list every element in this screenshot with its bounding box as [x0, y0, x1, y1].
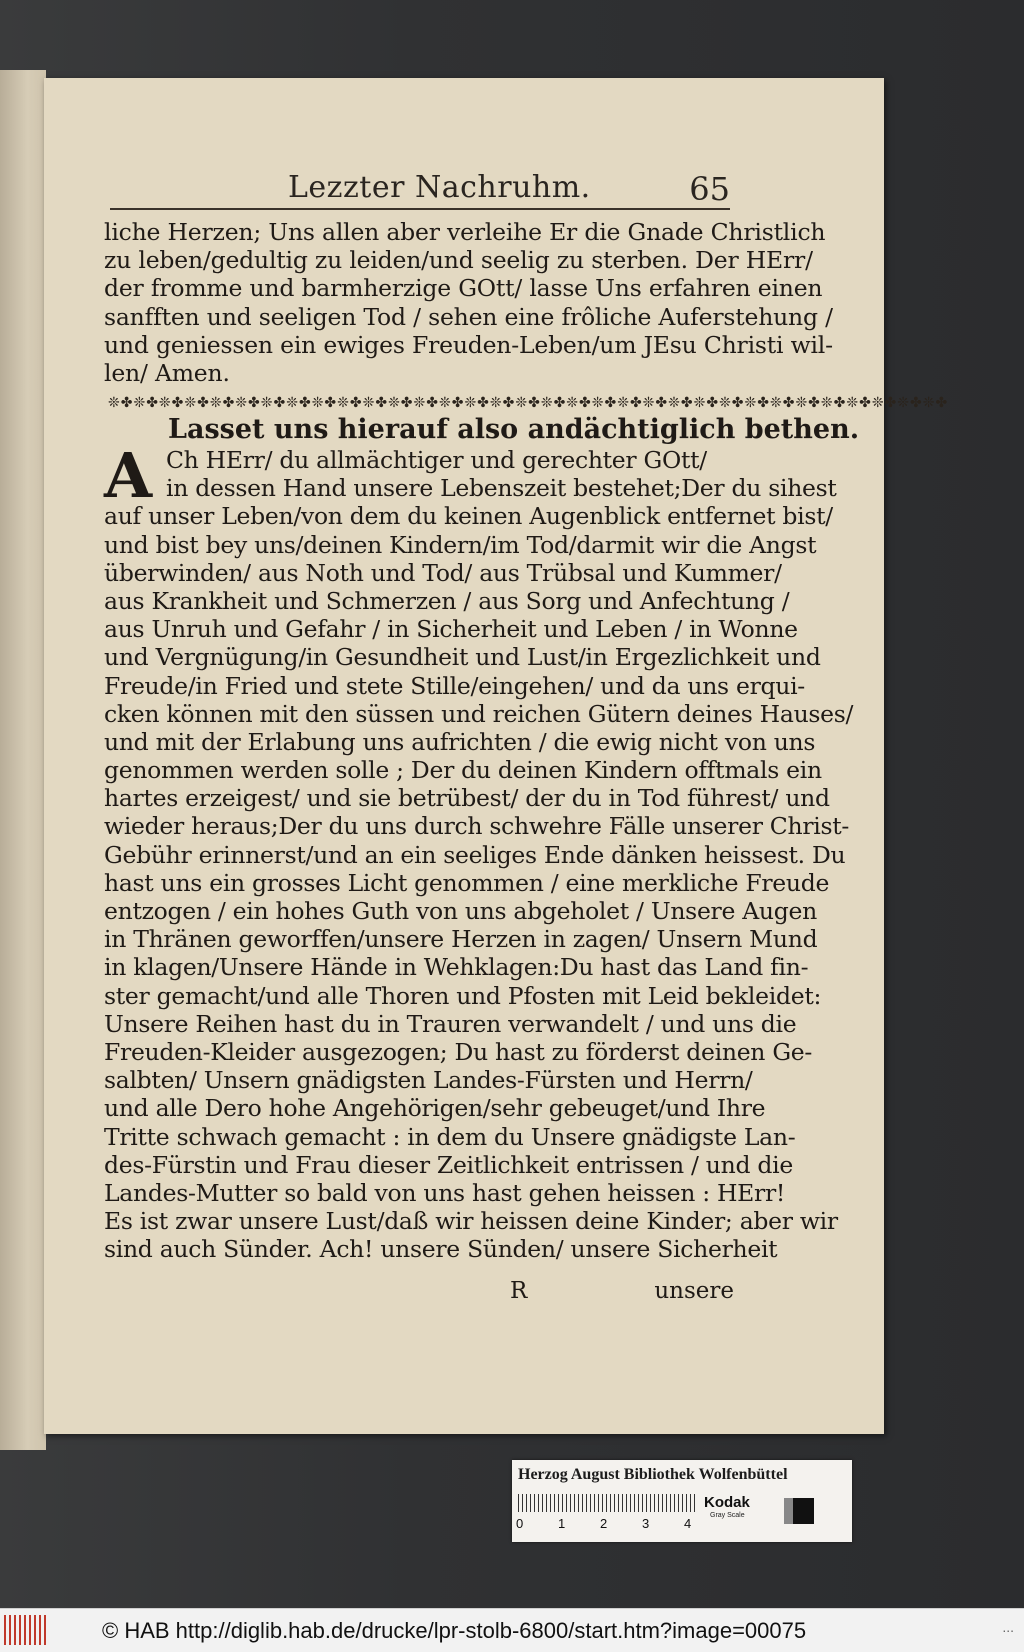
text-line: Freuden-Kleider ausgezogen; Du hast zu förderst deinen Ge- — [104, 1037, 813, 1066]
running-title: Lezzter Nachruhm. — [288, 170, 591, 205]
ruler-number: 2 — [600, 1516, 608, 1531]
text-line: salbten/ Unsern gnädigsten Landes-Fürsten und Herrn/ — [104, 1066, 753, 1095]
prayer-heading: Lasset uns hierauf also andächtiglich bethen. — [168, 414, 860, 445]
library-name: Herzog August Bibliothek Wolfenbüttel — [518, 1466, 788, 1483]
text-line: hast uns ein grosses Licht genommen / eine merkliche Freude — [104, 868, 830, 897]
text-line: auf unser Leben/von dem du keinen Augenblick entfernet bist/ — [104, 502, 833, 531]
kodak-brand: Kodak — [704, 1494, 750, 1511]
drop-cap: A — [104, 439, 153, 512]
text-line: und Vergnügung/in Gesundheit und Lust/in Ergezlichkeit und — [104, 643, 821, 672]
text-line: Freude/in Fried und stete Stille/eingehen/ und da uns erqui- — [104, 671, 805, 700]
text-line: entzogen / ein hohes Guth von uns abgeholet / Unsere Augen — [104, 897, 817, 925]
ruler-number: 3 — [642, 1516, 650, 1531]
text-line: liche Herzen; Uns allen aber verleihe Er die Gnade Christlich — [104, 218, 826, 246]
page-footer-line — [104, 1278, 734, 1308]
library-color-card — [512, 1460, 852, 1542]
text-line: Ch HErr/ du allmächtiger und gerechter GOtt/ — [166, 446, 707, 474]
ruler-number: 0 — [516, 1516, 524, 1531]
barcode-icon[interactable] — [4, 1615, 46, 1645]
text-line: hartes erzeigest/ und sie betrübest/ der du in Tod führest/ und — [104, 784, 830, 813]
text-line: aus Krankheit und Schmerzen / aus Sorg und Anfechtung / — [104, 586, 790, 615]
text-line: in dessen Hand unsere Lebenszeit bestehet;Der du sihest — [166, 474, 837, 503]
signature-mark: R — [510, 1278, 528, 1304]
text-line: zu leben/gedultig zu leiden/und seelig zu sterben. Der HErr/ — [104, 246, 813, 275]
gray-scale-chip — [784, 1498, 814, 1524]
text-line: überwinden/ aus Noth und Tod/ aus Trübsal und Kummer/ — [104, 558, 782, 587]
page-number: 65 — [689, 170, 730, 208]
text-line: und alle Dero hohe Angehörigen/sehr gebeuget/und Ihre — [104, 1094, 766, 1123]
text-line: des-Fürstin und Frau dieser Zeitlichkeit entrissen / und die — [104, 1150, 793, 1179]
text-line: sanfften und seeligen Tod / sehen eine frôliche Auferstehung / — [104, 302, 833, 331]
catchword: unsere — [654, 1278, 734, 1304]
kodak-subtitle: Gray Scale — [710, 1512, 745, 1519]
page-header — [110, 170, 730, 210]
text-line: aus Unruh und Gefahr / in Sicherheit und Leben / in Wonne — [104, 615, 798, 644]
scale-ruler — [518, 1494, 698, 1512]
text-line: Gebühr erinnerst/und an ein seeliges Ende dänken heissest. Du — [104, 840, 846, 869]
ornament-divider: ❊✤❊✤❊✤❊✤❊✤❊✤❊✤❊✤❊✤❊✤❊✤❊✤❊✤❊✤❊✤❊✤❊✤❊✤❊✤❊✤❊✤❊✤❊✤❊✤❊✤❊✤❊✤❊✤❊✤❊✤❊✤❊✤❊✤ — [108, 395, 949, 411]
text-line: der fromme und barmherzige GOtt/ lasse Uns erfahren einen — [104, 274, 823, 303]
header-rule — [110, 208, 730, 210]
text-line: sind auch Sünder. Ach! unsere Sünden/ unsere Sicherheit — [104, 1235, 778, 1264]
text-line: wieder heraus;Der du uns durch schwehre Fälle unserer Christ- — [104, 812, 850, 841]
ruler-number: 1 — [558, 1516, 566, 1531]
text-line: ster gemacht/und alle Thoren und Pfosten mit Leid bekleidet: — [104, 981, 822, 1010]
text-line: und bist bey uns/deinen Kindern/im Tod/darmit wir die Angst — [104, 530, 817, 559]
text-line: in klagen/Unsere Hände in Wehklagen:Du hast das Land fin- — [104, 953, 809, 982]
text-line: und mit der Erlabung uns aufrichten / die ewig nicht von uns — [104, 727, 816, 756]
text-line: Es ist zwar unsere Lust/daß wir heissen deine Kinder; aber wir — [104, 1207, 838, 1236]
text-line: genommen werden solle ; Der du deinen Kindern offtmals ein — [104, 756, 822, 785]
text-line: Tritte schwach gemacht : in dem du Unsere gnädigste Lan- — [104, 1122, 796, 1151]
prayer-text — [104, 439, 854, 1264]
text-line: len/ Amen. — [104, 358, 230, 387]
more-icon[interactable]: ... — [1002, 1619, 1014, 1635]
previous-page-edge — [0, 70, 46, 1450]
text-line: und geniessen ein ewiges Freuden-Leben/um JEsu Christi wil- — [104, 330, 833, 359]
text-line: Unsere Reihen hast du in Trauren verwandelt / und uns die — [104, 1009, 797, 1038]
text-line: Landes-Mutter so bald von uns hast gehen heissen : HErr! — [104, 1178, 786, 1207]
body-text — [104, 218, 833, 387]
text-line: in Thränen geworffen/unsere Herzen in zagen/ Unsern Mund — [104, 925, 818, 954]
viewer-footer — [0, 1608, 1024, 1652]
text-line: cken können mit den süssen und reichen Gütern deines Hauses/ — [104, 699, 854, 728]
copyright-url[interactable]: © HAB http://diglib.hab.de/drucke/lpr-stolb-6800/start.htm?image=00075 — [102, 1618, 807, 1643]
ruler-number: 4 — [684, 1516, 692, 1531]
